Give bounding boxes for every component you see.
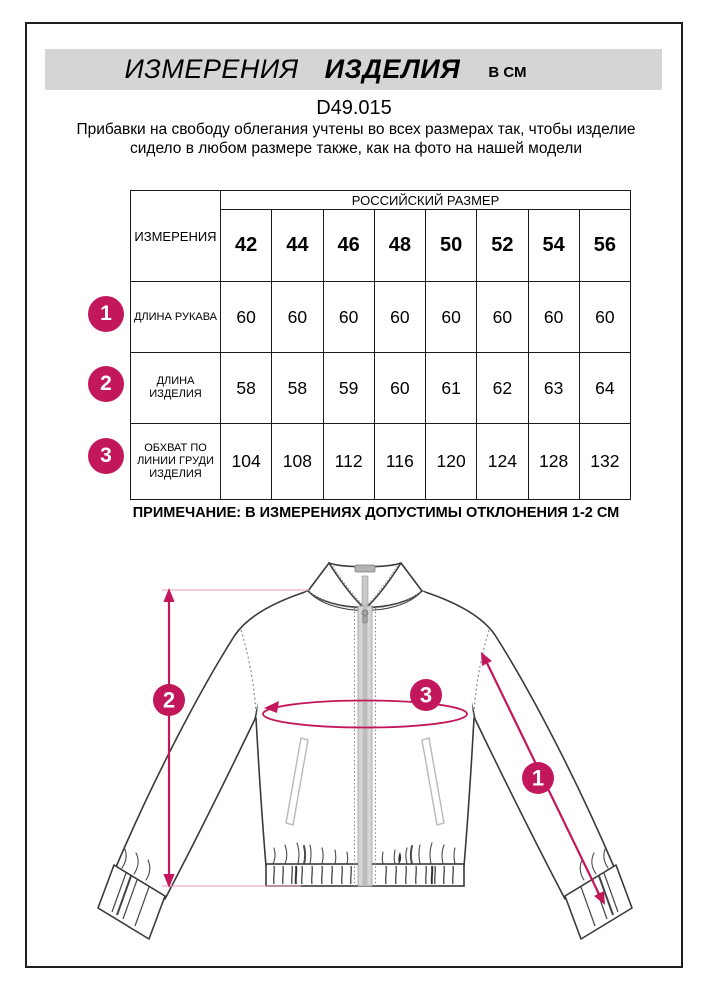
product-code: D49.015	[316, 97, 392, 119]
title-word-measurements: ИЗМЕРЕНИЯ	[124, 54, 299, 84]
page-frame	[25, 22, 683, 968]
marker-1-label: 1	[531, 765, 545, 791]
tolerance-note: ПРИМЕЧАНИЕ: В ИЗМЕРЕНИЯХ ДОПУСТИМЫ ОТКЛОНЕНИЯ 1-2 СМ	[132, 505, 620, 521]
value-cell: 116	[374, 424, 425, 500]
marker-2-label: 2	[162, 687, 176, 713]
size-cell: 48	[374, 210, 425, 282]
value-cell: 108	[272, 424, 323, 500]
fit-description: Прибавки на свободу облегания учтены во всех размерах так, чтобы изделие сидело в любом размере также, как на фото на нашей модели	[76, 121, 636, 157]
row-marker-1-badge: 1	[88, 296, 124, 332]
value-cell: 60	[426, 282, 477, 353]
row-label: ОБХВАТ ПО ЛИНИИ ГРУДИ ИЗДЕЛИЯ	[131, 424, 221, 500]
russian-size-header-cell: РОССИЙСКИЙ РАЗМЕР	[221, 191, 631, 210]
value-cell: 60	[374, 353, 425, 424]
zipper-slider	[362, 610, 368, 616]
size-cell: 50	[426, 210, 477, 282]
value-cell: 61	[426, 353, 477, 424]
zipper	[355, 606, 376, 886]
size-cell: 52	[477, 210, 528, 282]
value-cell: 60	[374, 282, 425, 353]
collar	[308, 563, 422, 611]
value-cell: 60	[579, 282, 630, 353]
value-cell: 124	[477, 424, 528, 500]
size-cell: 44	[272, 210, 323, 282]
row-label: ДЛИНА РУКАВА	[131, 282, 221, 353]
marker-3-label: 3	[419, 682, 433, 708]
value-cell: 60	[221, 282, 272, 353]
value-cell: 59	[323, 353, 374, 424]
row-marker-3-badge: 3	[88, 438, 124, 474]
value-cell: 60	[477, 282, 528, 353]
size-cell: 46	[323, 210, 374, 282]
measurements-header-cell: ИЗМЕРЕНИЯ	[131, 191, 221, 282]
size-cell: 56	[579, 210, 630, 282]
value-cell: 58	[221, 353, 272, 424]
value-cell: 120	[426, 424, 477, 500]
value-cell: 132	[579, 424, 630, 500]
value-cell: 104	[221, 424, 272, 500]
value-cell: 128	[528, 424, 579, 500]
value-cell: 60	[272, 282, 323, 353]
value-cell: 60	[528, 282, 579, 353]
size-cell: 42	[221, 210, 272, 282]
zipper-top-tape	[362, 576, 368, 608]
title-unit: В СМ	[488, 64, 527, 81]
value-cell: 60	[323, 282, 374, 353]
size-cell: 54	[528, 210, 579, 282]
row-label: ДЛИНА ИЗДЕЛИЯ	[131, 353, 221, 424]
value-cell: 64	[579, 353, 630, 424]
jacket-technical-drawing	[27, 24, 681, 966]
title-word-product: ИЗДЕЛИЯ	[324, 54, 461, 84]
value-cell: 63	[528, 353, 579, 424]
value-cell: 112	[323, 424, 374, 500]
value-cell: 62	[477, 353, 528, 424]
value-cell: 58	[272, 353, 323, 424]
row-marker-2-badge: 2	[88, 366, 124, 402]
hanger-tab	[355, 565, 375, 572]
